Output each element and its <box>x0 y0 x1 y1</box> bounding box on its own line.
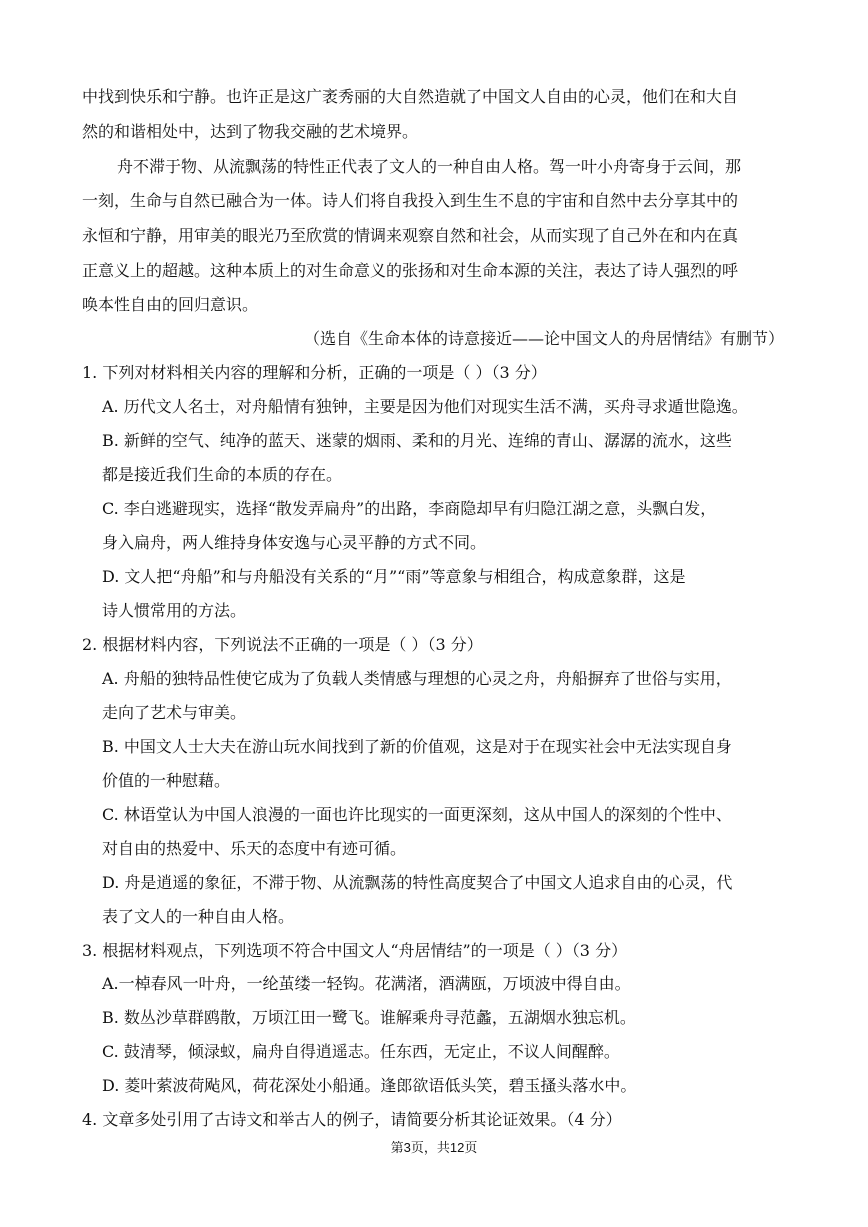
question-1-option-a: A. 历代文人名士，对舟船情有独钟，主要是因为他们对现实生活不满，买舟寻求遁世隐逸。 <box>102 397 748 416</box>
question-2-option-b-cont: 价值的一种慰藉。 <box>102 771 231 790</box>
question-1-option-b-cont: 都是接近我们生命的本质的存在。 <box>102 465 343 484</box>
question-4-stem: 4. 文章多处引用了古诗文和举古人的例子，请简要分析其论证效果。（4 分） <box>82 1110 622 1129</box>
question-2-option-a: A. 舟船的独特品性使它成为了负载人类情感与理想的心灵之舟，舟船摒弃了世俗与实用， <box>102 669 732 688</box>
question-2-option-b: B. 中国文人士大夫在游山玩水间找到了新的价值观，这是对于在现实社会中无法实现自身 <box>102 737 732 756</box>
passage-line: 正意义上的超越。这种本质上的对生命意义的张扬和对生命本源的关注，表达了诗人强烈的呼 <box>82 261 739 280</box>
question-3-option-d: D. 菱叶萦波荷飐风，荷花深处小船通。逢郎欲语低头笑，碧玉搔头落水中。 <box>102 1076 637 1095</box>
passage-line: 舟不滞于物、从流飘荡的特性正代表了文人的一种自由人格。驾一叶小舟寄身于云间，那 <box>117 157 742 176</box>
question-3-option-a: A.一棹春风一叶舟，一纶茧缕一轻钩。花满渚，酒满瓯，万顷波中得自由。 <box>102 974 631 993</box>
question-1-option-d: D. 文人把“舟船”和与舟船没有关系的“月”“雨”等意象与相组合，构成意象群，这是 <box>102 567 686 586</box>
passage-source: （选自《生命本体的诗意接近——论中国文人的舟居情结》有删节） <box>303 329 784 348</box>
question-2-option-d-cont: 表了文人的一种自由人格。 <box>102 907 295 926</box>
question-2-option-d: D. 舟是逍遥的象征，不滞于物、从流飘荡的特性高度契合了中国文人追求自由的心灵，代 <box>102 873 733 892</box>
question-3-option-b: B. 数丛沙草群鸥散，万顷江田一鹭飞。谁解乘舟寻范蠡，五湖烟水独忘机。 <box>102 1008 636 1027</box>
passage-line: 然的和谐相处中，达到了物我交融的艺术境界。 <box>82 122 419 141</box>
question-3-option-c: C. 鼓清琴，倾渌蚁，扁舟自得逍遥志。任东西，无定止，不议人间醒醉。 <box>102 1042 620 1061</box>
question-1-stem: 1. 下列对材料相关内容的理解和分析，正确的一项是（ ）（3 分） <box>82 363 547 382</box>
passage-line: 一刻，生命与自然已融合为一体。诗人们将自我投入到生生不息的宇宙和自然中去分享其中的 <box>82 191 739 210</box>
question-1-option-c: C. 李白逃避现实，选择“散发弄扁舟”的出路，李商隐却早有归隐江湖之意，头飘白发， <box>102 499 717 518</box>
question-1-option-c-cont: 身入扁舟，两人维持身体安逸与心灵平静的方式不同。 <box>102 533 487 552</box>
passage-line: 永恒和宁静，用审美的眼光乃至欣赏的情调来观察自然和社会，从而实现了自己外在和内在真 <box>82 226 739 245</box>
page-footer: 第3页，共12页 <box>390 1140 478 1155</box>
question-2-option-c-cont: 对自由的热爱中、乐天的态度中有迹可循。 <box>102 839 407 858</box>
passage-line: 中找到快乐和宁静。也许正是这广袤秀丽的大自然造就了中国文人自由的心灵，他们在和大自 <box>82 87 739 106</box>
question-2-option-a-cont: 走向了艺术与审美。 <box>102 703 247 722</box>
question-2-option-c: C. 林语堂认为中国人浪漫的一面也许比现实的一面更深刻，这从中国人的深刻的个性中、 <box>102 805 732 824</box>
question-1-option-d-cont: 诗人惯常用的方法。 <box>102 601 247 620</box>
passage-line: 唤本性自由的回归意识。 <box>82 295 259 314</box>
question-2-stem: 2. 根据材料内容，下列说法不正确的一项是（ ）（3 分） <box>82 635 483 654</box>
question-3-stem: 3. 根据材料观点，下列选项不符合中国文人“舟居情结”的一项是（ ）（3 分） <box>82 941 628 960</box>
question-1-option-b: B. 新鲜的空气、纯净的蓝天、迷蒙的烟雨、柔和的月光、连绵的青山、潺潺的流水，这些 <box>102 431 732 450</box>
